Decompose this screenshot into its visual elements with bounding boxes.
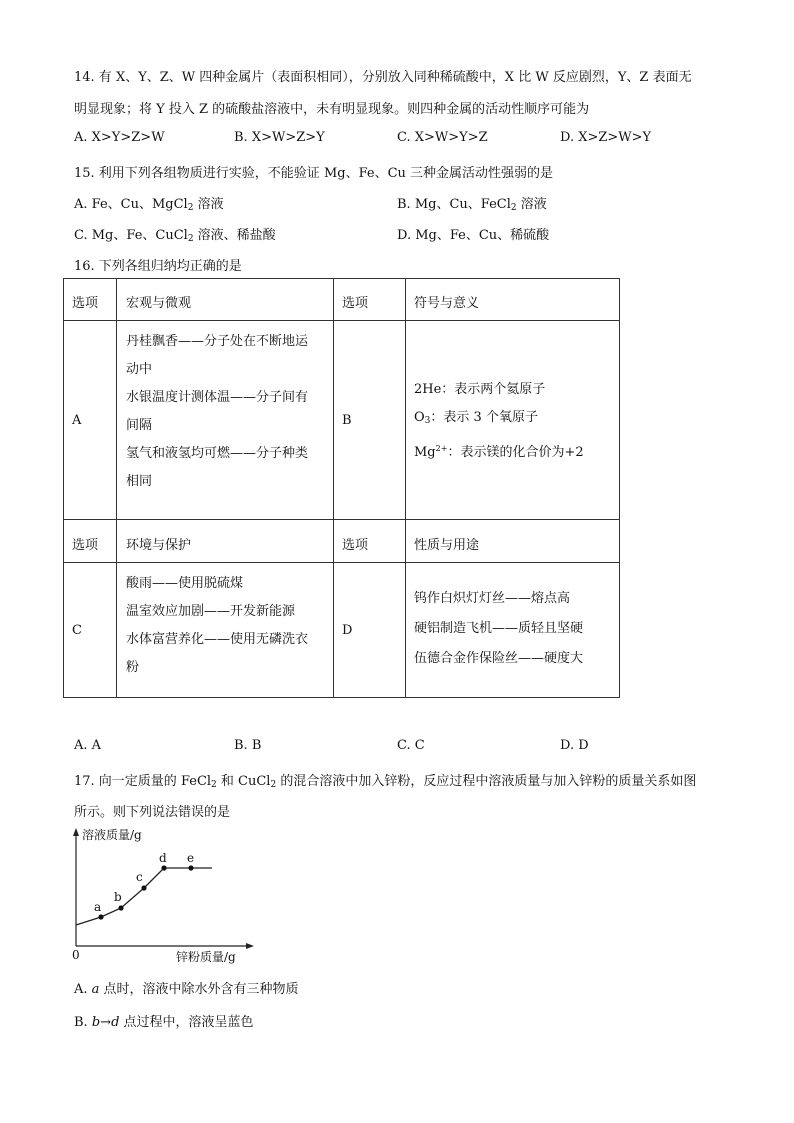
point-c bbox=[141, 885, 146, 890]
row-d-content bbox=[414, 584, 583, 674]
x-axis-arrow-icon bbox=[246, 943, 254, 949]
row-c-content bbox=[126, 570, 308, 682]
graph-label-c: c bbox=[136, 870, 143, 884]
table-header-property-use: 性质与用途 bbox=[414, 538, 480, 553]
table-border-left bbox=[63, 278, 64, 698]
table-border-bottom bbox=[63, 697, 620, 698]
q15-stem: 15. 利用下列各组物质进行实验，不能验证 Mg、Fe、Cu 三种金属活动性强弱的是 bbox=[74, 166, 554, 181]
graph-label-b: b bbox=[114, 890, 122, 904]
row-c-line: 粉 bbox=[126, 660, 140, 675]
q15-option-d: D. Mg、Fe、Cu、稀硫酸 bbox=[397, 228, 550, 243]
graph-origin: 0 bbox=[72, 948, 80, 962]
row-a-line: 动中 bbox=[126, 362, 153, 377]
q14-option-b: B. X>W>Z>Y bbox=[234, 130, 325, 145]
row-d-line: 钨作白炽灯灯丝——熔点高 bbox=[414, 591, 571, 606]
row-label-a: A bbox=[72, 413, 82, 428]
y-axis-arrow-icon bbox=[73, 828, 79, 836]
graph-curve bbox=[76, 868, 212, 925]
row-b-content bbox=[414, 376, 584, 467]
q14-option-d: D. X>Z>W>Y bbox=[560, 130, 652, 145]
q17-option-b: B. b→d 点过程中，溶液呈蓝色 bbox=[74, 1015, 254, 1030]
q14-option-a: A. X>Y>Z>W bbox=[74, 130, 165, 145]
row-b-line: $Mg^{2+}$：表示镁的化合价为+2 bbox=[414, 444, 584, 460]
row-label-d: D bbox=[342, 623, 353, 638]
row-c-line: 酸雨——使用脱硫煤 bbox=[126, 576, 244, 591]
table-border-top bbox=[63, 278, 620, 279]
row-a-line: 丹桂飘香——分子处在不断地运 bbox=[126, 334, 309, 349]
row-d-line: 伍德合金作保险丝——硬度大 bbox=[414, 651, 584, 666]
q15-option-a: A. Fe、Cu、MgCl$_2$ 溶液 bbox=[74, 197, 224, 213]
graph-y-label: 溶液质量/g bbox=[82, 828, 142, 842]
row-a-line: 水银温度计测体温——分子间有 bbox=[126, 390, 309, 405]
q14-stem-line2: 明显现象；将 Y 投入 Z 的硫酸盐溶液中，未有明显现象。则四种金属的活动性顺序可能为 bbox=[74, 102, 590, 117]
row-a-line: 间隔 bbox=[126, 418, 153, 433]
point-b bbox=[118, 905, 123, 910]
row-c-line: 温室效应加剧——开发新能源 bbox=[126, 604, 296, 619]
table-header-environment: 环境与保护 bbox=[126, 538, 192, 553]
row-a-line: 氢气和液氢均可燃——分子种类 bbox=[126, 446, 309, 461]
q15-option-c: C. Mg、Fe、CuCl$_2$ 溶液、稀盐酸 bbox=[74, 228, 276, 244]
graph-label-d: d bbox=[159, 851, 167, 865]
table-header-symbol-meaning: 符号与意义 bbox=[414, 296, 480, 311]
table-col-divider bbox=[405, 278, 406, 698]
table-divider bbox=[63, 519, 620, 520]
table-col-divider bbox=[116, 278, 117, 698]
q15-option-b: B. Mg、Cu、FeCl$_2$ 溶液 bbox=[397, 197, 547, 213]
row-d-line: 硬铝制造飞机——质轻且坚硬 bbox=[414, 621, 584, 636]
point-e bbox=[188, 865, 193, 870]
table-divider bbox=[63, 562, 620, 563]
q16-option-d: D. D bbox=[560, 738, 589, 753]
point-d bbox=[161, 865, 166, 870]
row-c-line: 水体富营养化——使用无磷洗衣 bbox=[126, 632, 309, 647]
q17-stem-line2: 所示。则下列说法错误的是 bbox=[74, 805, 231, 820]
row-b-line: $O_3$：表示 3 个氧原子 bbox=[414, 410, 538, 426]
q16-option-a: A. A bbox=[74, 738, 102, 753]
table-col-divider bbox=[333, 278, 334, 698]
table-divider bbox=[63, 320, 620, 321]
table-header-option: 选项 bbox=[342, 538, 369, 553]
q17-stem-line1: 17. 向一定质量的 FeCl$_2$ 和 CuCl$_2$ 的混合溶液中加入锌粉，反应过程中溶液质量与加入锌粉的质量关系如图 bbox=[74, 774, 697, 790]
row-b-line: 2He：表示两个氦原子 bbox=[414, 382, 546, 397]
graph-x-label: 锌粉质量/g bbox=[176, 950, 236, 964]
q16-table bbox=[63, 278, 620, 698]
row-a-line: 相同 bbox=[126, 474, 153, 489]
row-label-c: C bbox=[72, 623, 82, 638]
q16-stem: 16. 下列各组归纳均正确的是 bbox=[74, 259, 242, 274]
graph-label-e: e bbox=[187, 851, 195, 865]
q16-option-b: B. B bbox=[234, 738, 262, 753]
q14-option-c: C. X>W>Y>Z bbox=[397, 130, 488, 145]
table-header-option: 选项 bbox=[72, 538, 99, 553]
q17-option-a: A. a 点时，溶液中除水外含有三种物质 bbox=[74, 982, 299, 997]
table-header-option: 选项 bbox=[342, 296, 369, 311]
q16-option-c: C. C bbox=[397, 738, 425, 753]
q17-graph bbox=[70, 822, 260, 972]
point-a bbox=[98, 914, 103, 919]
row-a-content bbox=[126, 328, 308, 496]
table-header-option: 选项 bbox=[72, 296, 99, 311]
graph-label-a: a bbox=[94, 900, 102, 914]
table-header-macro-micro: 宏观与微观 bbox=[126, 296, 192, 311]
table-border-right bbox=[619, 278, 620, 698]
q14-stem-line1: 14. 有 X、Y、Z、W 四种金属片（表面积相同），分别放入同种稀硫酸中，X 比 W 反应剧烈，Y、Z 表面无 bbox=[74, 70, 692, 85]
row-label-b: B bbox=[342, 413, 352, 428]
